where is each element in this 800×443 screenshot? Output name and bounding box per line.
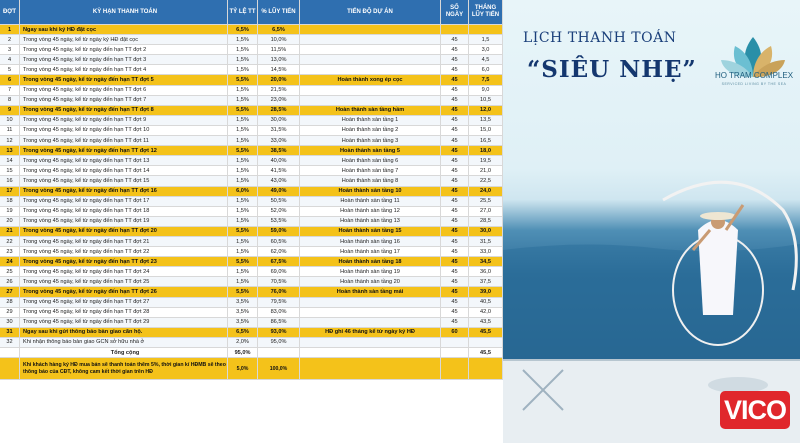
table-row: [0, 176, 503, 186]
cell-td: [300, 348, 441, 357]
footer-dot: [0, 358, 20, 379]
cell-dot: 8: [0, 96, 20, 105]
cell-th: 13,5: [469, 116, 503, 125]
cell-td: Hoàn thành xong ép cọc: [300, 75, 441, 84]
cell-pl: 14,5%: [258, 65, 300, 74]
table-row: [0, 197, 503, 207]
cell-ky: Trong vòng 45 ngày, kể từ ngày đến hạn TT đợt 22: [20, 247, 228, 256]
brand-tagline: SERVICED LIVING BY THE SEA: [721, 82, 787, 86]
table-row: [0, 65, 503, 75]
cell-dot: 7: [0, 86, 20, 95]
cell-td: [300, 35, 441, 44]
cell-th: 31,5: [469, 237, 503, 246]
cell-so: 45: [441, 65, 469, 74]
cell-tl: 2,0%: [228, 338, 258, 347]
table-row: [0, 116, 503, 126]
cell-so: 60: [441, 328, 469, 337]
cell-th: 27,0: [469, 207, 503, 216]
cell-so: [441, 348, 469, 357]
footer-tien-do: [300, 358, 441, 379]
cell-td: [300, 65, 441, 74]
cell-ky: Trong vòng 45 ngày, kể từ ngày đến hạn TT đợt 19: [20, 217, 228, 226]
cell-th: 39,0: [469, 287, 503, 296]
cell-so: 45: [441, 116, 469, 125]
cell-th: 16,5: [469, 136, 503, 145]
cell-pl: 93,0%: [258, 328, 300, 337]
cell-ky: Trong vòng 45 ngày, kể từ ngày ký HĐ đặt cọc: [20, 35, 228, 44]
cell-td: [300, 338, 441, 347]
cell-so: 45: [441, 176, 469, 185]
cell-pl: 50,5%: [258, 197, 300, 206]
cell-td: Hoàn thành sàn tầng 17: [300, 247, 441, 256]
cell-tl: 1,5%: [228, 207, 258, 216]
cell-td: Hoàn thành sàn tầng 18: [300, 257, 441, 266]
cell-th: 43,5: [469, 318, 503, 327]
cell-th: 6,0: [469, 65, 503, 74]
cell-ky: Trong vòng 45 ngày, kể từ ngày đến hạn TT đợt 8: [20, 106, 228, 115]
cell-dot: 19: [0, 207, 20, 216]
table-row: [0, 55, 503, 65]
cell-td: Hoàn thành sàn tầng 11: [300, 197, 441, 206]
cell-dot: 22: [0, 237, 20, 246]
table-row: [0, 75, 503, 85]
table-row: [0, 308, 503, 318]
cell-td: Hoàn thành sàn tầng 2: [300, 126, 441, 135]
header-luy-tien: % LŨY TIẾN: [258, 0, 300, 24]
cell-pl: 23,0%: [258, 96, 300, 105]
cell-ky: Trong vòng 45 ngày, kể từ ngày đến hạn TT đợt 16: [20, 187, 228, 196]
cell-td: Hoàn thành sàn tầng 7: [300, 166, 441, 175]
cell-tl: 1,5%: [228, 156, 258, 165]
cell-tl: 5,5%: [228, 257, 258, 266]
cell-td: [300, 55, 441, 64]
table-row: [0, 146, 503, 156]
header-ty-le: TỶ LỆ TT: [228, 0, 258, 24]
cell-tl: 3,5%: [228, 318, 258, 327]
cell-tl: 1,5%: [228, 126, 258, 135]
cell-ky: Trong vòng 45 ngày, kể từ ngày đến hạn TT đợt 11: [20, 136, 228, 145]
cell-th: 4,5: [469, 55, 503, 64]
table-row: [0, 257, 503, 267]
cell-tl: 5,5%: [228, 75, 258, 84]
cell-pl: 31,5%: [258, 126, 300, 135]
header-ky-han: KỲ HẠN THANH TOÁN: [20, 0, 228, 24]
cell-so: 45: [441, 126, 469, 135]
cell-pl: 95,0%: [258, 338, 300, 347]
cell-tl: 1,5%: [228, 86, 258, 95]
cell-td: [300, 86, 441, 95]
cell-tl: 6,5%: [228, 328, 258, 337]
cell-th: 18,0: [469, 146, 503, 155]
cell-dot: 5: [0, 65, 20, 74]
cell-so: 45: [441, 237, 469, 246]
cell-so: 45: [441, 136, 469, 145]
cell-td: [300, 96, 441, 105]
cell-pl: 52,0%: [258, 207, 300, 216]
cell-th: 25,5: [469, 197, 503, 206]
cell-pl: 59,0%: [258, 227, 300, 236]
cell-dot: 2: [0, 35, 20, 44]
cell-tl: 1,5%: [228, 197, 258, 206]
table-row: [0, 35, 503, 45]
cell-ky: Trong vòng 45 ngày, kể từ ngày đến hạn TT đợt 23: [20, 257, 228, 266]
cell-td: Hoàn thành sàn tầng 12: [300, 207, 441, 216]
cell-tl: 6,5%: [228, 25, 258, 34]
cell-pl: 83,0%: [258, 308, 300, 317]
cell-ky: Trong vòng 45 ngày, kể từ ngày đến hạn TT đợt 6: [20, 86, 228, 95]
cell-so: 45: [441, 156, 469, 165]
cell-ky: Trong vòng 45 ngày, kể từ ngày đến hạn TT đợt 3: [20, 55, 228, 64]
cell-td: Hoàn thành sàn tầng 8: [300, 176, 441, 185]
cell-th: 15,0: [469, 126, 503, 135]
cell-ky: Tổng cộng: [20, 348, 228, 357]
cell-pl: 49,0%: [258, 187, 300, 196]
cell-pl: 79,5%: [258, 298, 300, 307]
cell-td: Hoàn thành sàn tầng 5: [300, 146, 441, 155]
cell-th: 36,0: [469, 267, 503, 276]
cell-pl: 60,5%: [258, 237, 300, 246]
cell-dot: 26: [0, 277, 20, 286]
cell-dot: 24: [0, 257, 20, 266]
cell-tl: 1,5%: [228, 217, 258, 226]
cell-th: 22,5: [469, 176, 503, 185]
cell-dot: 9: [0, 106, 20, 115]
table-row: [0, 86, 503, 96]
cell-pl: 13,0%: [258, 55, 300, 64]
cell-th: 45,5: [469, 348, 503, 357]
cell-dot: 4: [0, 55, 20, 64]
cell-th: 1,5: [469, 35, 503, 44]
cell-th: [469, 25, 503, 34]
cell-th: 45,5: [469, 328, 503, 337]
cell-so: 45: [441, 45, 469, 54]
cell-ky: Trong vòng 45 ngày, kể từ ngày đến hạn TT đợt 20: [20, 227, 228, 236]
cell-so: 45: [441, 207, 469, 216]
cell-pl: 41,5%: [258, 166, 300, 175]
cell-pl: 30,0%: [258, 116, 300, 125]
table-row: [0, 227, 503, 237]
table-row: [0, 96, 503, 106]
cell-pl: 20,0%: [258, 75, 300, 84]
cell-pl: 11,5%: [258, 45, 300, 54]
cell-th: 7,5: [469, 75, 503, 84]
cell-dot: 6: [0, 75, 20, 84]
cell-tl: 5,5%: [228, 227, 258, 236]
cell-so: 45: [441, 35, 469, 44]
table-row: [0, 348, 503, 358]
cell-th: 30,0: [469, 227, 503, 236]
table-row: [0, 287, 503, 297]
header-tien-do: TIẾN ĐỘ DỰ ÁN: [300, 0, 441, 24]
cell-dot: 1: [0, 25, 20, 34]
cell-tl: 95,0%: [228, 348, 258, 357]
cell-ky: Trong vòng 45 ngày, kể từ ngày đến hạn TT đợt 29: [20, 318, 228, 327]
table-row: [0, 298, 503, 308]
footer-thang: [469, 358, 503, 379]
cell-ky: Trong vòng 45 ngày, kể từ ngày đến hạn TT đợt 18: [20, 207, 228, 216]
cell-pl: 43,0%: [258, 176, 300, 185]
cell-pl: 53,5%: [258, 217, 300, 226]
cell-ky: Trong vòng 45 ngày, kể từ ngày đến hạn TT đợt 4: [20, 65, 228, 74]
table-row: [0, 25, 503, 35]
cell-th: 19,5: [469, 156, 503, 165]
cell-td: Hoàn thành sàn tầng 6: [300, 156, 441, 165]
cell-td: [300, 45, 441, 54]
cell-ky: Trong vòng 45 ngày, kể từ ngày đến hạn TT đợt 15: [20, 176, 228, 185]
cell-ky: Trong vòng 45 ngày, kể từ ngày đến hạn TT đợt 14: [20, 166, 228, 175]
cell-tl: 1,5%: [228, 247, 258, 256]
cell-tl: 1,5%: [228, 267, 258, 276]
header-thang: THÁNG LŨY TIẾN: [469, 0, 503, 24]
cell-ky: Trong vòng 45 ngày, kể từ ngày đến hạn TT đợt 25: [20, 277, 228, 286]
cell-td: Hoàn thành sàn tầng 3: [300, 136, 441, 145]
footer-note: Khi khách hàng ký HĐ mua bán sẽ thanh toán thêm 5%, thời gian kí HĐMB sẽ theo thông báo của CĐT, không cam kết thời gian trên HĐ: [20, 358, 228, 379]
cell-so: 45: [441, 257, 469, 266]
cell-dot: 23: [0, 247, 20, 256]
cell-dot: 25: [0, 267, 20, 276]
header-dot: ĐỢT: [0, 0, 20, 24]
table-row: [0, 187, 503, 197]
cell-td: Hoàn thành sàn tầng 20: [300, 277, 441, 286]
table-footer-row: [0, 358, 503, 380]
cell-tl: 6,0%: [228, 187, 258, 196]
cell-pl: 62,0%: [258, 247, 300, 256]
table-row: [0, 267, 503, 277]
table-row: [0, 237, 503, 247]
cell-tl: 1,5%: [228, 96, 258, 105]
cell-pl: 76,0%: [258, 287, 300, 296]
cell-dot: 31: [0, 328, 20, 337]
footer-so-ngay: [441, 358, 469, 379]
cell-ky: Trong vòng 45 ngày, kể từ ngày đến hạn TT đợt 12: [20, 146, 228, 155]
cell-dot: 17: [0, 187, 20, 196]
cell-ky: Ngay sau khi ký HĐ đặt cọc: [20, 25, 228, 34]
cell-ky: Trong vòng 45 ngày, kể từ ngày đến hạn TT đợt 17: [20, 197, 228, 206]
cell-so: 45: [441, 146, 469, 155]
cell-ky: Trong vòng 45 ngày, kể từ ngày đến hạn TT đợt 7: [20, 96, 228, 105]
table-row: [0, 328, 503, 338]
cell-ky: Trong vòng 45 ngày, kể từ ngày đến hạn TT đợt 24: [20, 267, 228, 276]
cell-so: 45: [441, 166, 469, 175]
cell-dot: 21: [0, 227, 20, 236]
cell-th: 24,0: [469, 187, 503, 196]
cell-tl: 5,5%: [228, 287, 258, 296]
cell-tl: 1,5%: [228, 55, 258, 64]
cell-so: 45: [441, 187, 469, 196]
cell-pl: 28,5%: [258, 106, 300, 115]
cell-ky: Trong vòng 45 ngày, kể từ ngày đến hạn TT đợt 28: [20, 308, 228, 317]
cell-dot: 15: [0, 166, 20, 175]
cell-pl: 67,5%: [258, 257, 300, 266]
cell-dot: 10: [0, 116, 20, 125]
cell-dot: 32: [0, 338, 20, 347]
cell-so: 45: [441, 247, 469, 256]
cell-dot: 14: [0, 156, 20, 165]
cell-th: 33,0: [469, 247, 503, 256]
cell-ky: Trong vòng 45 ngày, kể từ ngày đến hạn TT đợt 9: [20, 116, 228, 125]
cell-td: Hoàn thành sàn tầng 15: [300, 227, 441, 236]
cell-td: Hoàn thành sàn tầng hầm: [300, 106, 441, 115]
cell-tl: 1,5%: [228, 166, 258, 175]
table-row: [0, 166, 503, 176]
cell-th: 21,0: [469, 166, 503, 175]
cell-ky: Trong vòng 45 ngày, kể từ ngày đến hạn TT đợt 21: [20, 237, 228, 246]
cell-so: 45: [441, 267, 469, 276]
cell-th: 9,0: [469, 86, 503, 95]
cell-so: 45: [441, 75, 469, 84]
cell-tl: 5,5%: [228, 106, 258, 115]
cell-dot: 16: [0, 176, 20, 185]
cell-td: Hoàn thành sàn tầng mái: [300, 287, 441, 296]
cell-dot: 11: [0, 126, 20, 135]
cell-tl: 1,5%: [228, 65, 258, 74]
cell-td: Hoàn thành sàn tầng 10: [300, 187, 441, 196]
cell-so: 45: [441, 277, 469, 286]
cell-tl: 1,5%: [228, 136, 258, 145]
cell-td: Hoàn thành sàn tầng 13: [300, 217, 441, 226]
brand-name: HO TRAM COMPLEX: [714, 71, 794, 80]
cell-dot: 27: [0, 287, 20, 296]
cell-dot: 12: [0, 136, 20, 145]
cell-dot: 18: [0, 197, 20, 206]
table-row: [0, 45, 503, 55]
cell-so: 45: [441, 86, 469, 95]
cell-dot: 20: [0, 217, 20, 226]
cell-dot: [0, 348, 20, 357]
cell-ky: Trong vòng 45 ngày, kể từ ngày đến hạn TT đợt 5: [20, 75, 228, 84]
cell-th: 12,0: [469, 106, 503, 115]
footer-ty-le: 5,0%: [228, 358, 258, 379]
cell-dot: 30: [0, 318, 20, 327]
table-row: [0, 247, 503, 257]
cell-pl: [258, 348, 300, 357]
table-row: [0, 318, 503, 328]
cell-tl: 1,5%: [228, 176, 258, 185]
cell-ky: Khi nhận thông báo bàn giao GCN sở hữu nhà ở: [20, 338, 228, 347]
table-row: [0, 338, 503, 348]
cell-tl: 1,5%: [228, 116, 258, 125]
cell-dot: 28: [0, 298, 20, 307]
cell-so: 45: [441, 217, 469, 226]
cell-th: 28,5: [469, 217, 503, 226]
cell-tl: 1,5%: [228, 237, 258, 246]
cell-pl: 40,0%: [258, 156, 300, 165]
cell-so: 45: [441, 308, 469, 317]
cell-th: 42,0: [469, 308, 503, 317]
cell-pl: 86,5%: [258, 318, 300, 327]
promo-panel: [503, 0, 800, 443]
footer-luy-tien: 100,0%: [258, 358, 300, 379]
cell-pl: 6,5%: [258, 25, 300, 34]
promo-title-line2: “SIÊU NHẸ”: [527, 56, 697, 83]
cell-tl: 1,5%: [228, 45, 258, 54]
cell-so: 45: [441, 55, 469, 64]
table-row: [0, 207, 503, 217]
header-so-ngay: SỐ NGÀY: [441, 0, 469, 24]
cell-pl: 10,0%: [258, 35, 300, 44]
cell-td: Hoàn thành sàn tầng 19: [300, 267, 441, 276]
table-row: [0, 156, 503, 166]
cell-tl: 5,5%: [228, 146, 258, 155]
table-row: [0, 106, 503, 116]
cell-so: 45: [441, 197, 469, 206]
cell-so: 45: [441, 287, 469, 296]
cell-pl: 70,5%: [258, 277, 300, 286]
table-row: [0, 217, 503, 227]
cell-th: 10,5: [469, 96, 503, 105]
cell-tl: 1,5%: [228, 35, 258, 44]
promo-title-line1: LỊCH THANH TOÁN: [523, 30, 677, 46]
cell-ky: Trong vòng 45 ngày, kể từ ngày đến hạn TT đợt 26: [20, 287, 228, 296]
cell-pl: 69,0%: [258, 267, 300, 276]
cell-pl: 33,0%: [258, 136, 300, 145]
table-body: [0, 25, 503, 358]
cell-tl: 3,5%: [228, 308, 258, 317]
cell-th: [469, 338, 503, 347]
cell-so: 45: [441, 318, 469, 327]
cell-th: 40,5: [469, 298, 503, 307]
cell-td: [300, 318, 441, 327]
cell-td: [300, 25, 441, 34]
cell-td: [300, 298, 441, 307]
vico-logo: VICO: [720, 391, 790, 429]
cell-so: [441, 25, 469, 34]
cell-pl: 21,5%: [258, 86, 300, 95]
cell-ky: Trong vòng 45 ngày, kể từ ngày đến hạn TT đợt 13: [20, 156, 228, 165]
cell-td: [300, 308, 441, 317]
cell-tl: 1,5%: [228, 277, 258, 286]
table-header: [0, 0, 503, 25]
cell-dot: 29: [0, 308, 20, 317]
cell-tl: 3,5%: [228, 298, 258, 307]
table-row: [0, 136, 503, 146]
cell-so: 45: [441, 298, 469, 307]
cell-so: [441, 338, 469, 347]
cell-ky: Trong vòng 45 ngày, kể từ ngày đến hạn TT đợt 27: [20, 298, 228, 307]
table-row: [0, 277, 503, 287]
cell-so: 45: [441, 106, 469, 115]
cell-th: 37,5: [469, 277, 503, 286]
cell-td: HĐ ghi 46 tháng kể từ ngày ký HĐ: [300, 328, 441, 337]
table-row: [0, 126, 503, 136]
cell-dot: 3: [0, 45, 20, 54]
cell-td: Hoàn thành sàn tầng 1: [300, 116, 441, 125]
cell-so: 45: [441, 227, 469, 236]
cell-th: 34,5: [469, 257, 503, 266]
cell-ky: Trong vòng 45 ngày, kể từ ngày đến hạn TT đợt 2: [20, 45, 228, 54]
cell-td: Hoàn thành sàn tầng 16: [300, 237, 441, 246]
cell-so: 45: [441, 96, 469, 105]
cell-th: 3,0: [469, 45, 503, 54]
cell-ky: Trong vòng 45 ngày, kể từ ngày đến hạn TT đợt 10: [20, 126, 228, 135]
cell-ky: Ngay sau khi gửi thông báo bàn giao căn hộ.: [20, 328, 228, 337]
cell-pl: 38,5%: [258, 146, 300, 155]
cell-dot: 13: [0, 146, 20, 155]
